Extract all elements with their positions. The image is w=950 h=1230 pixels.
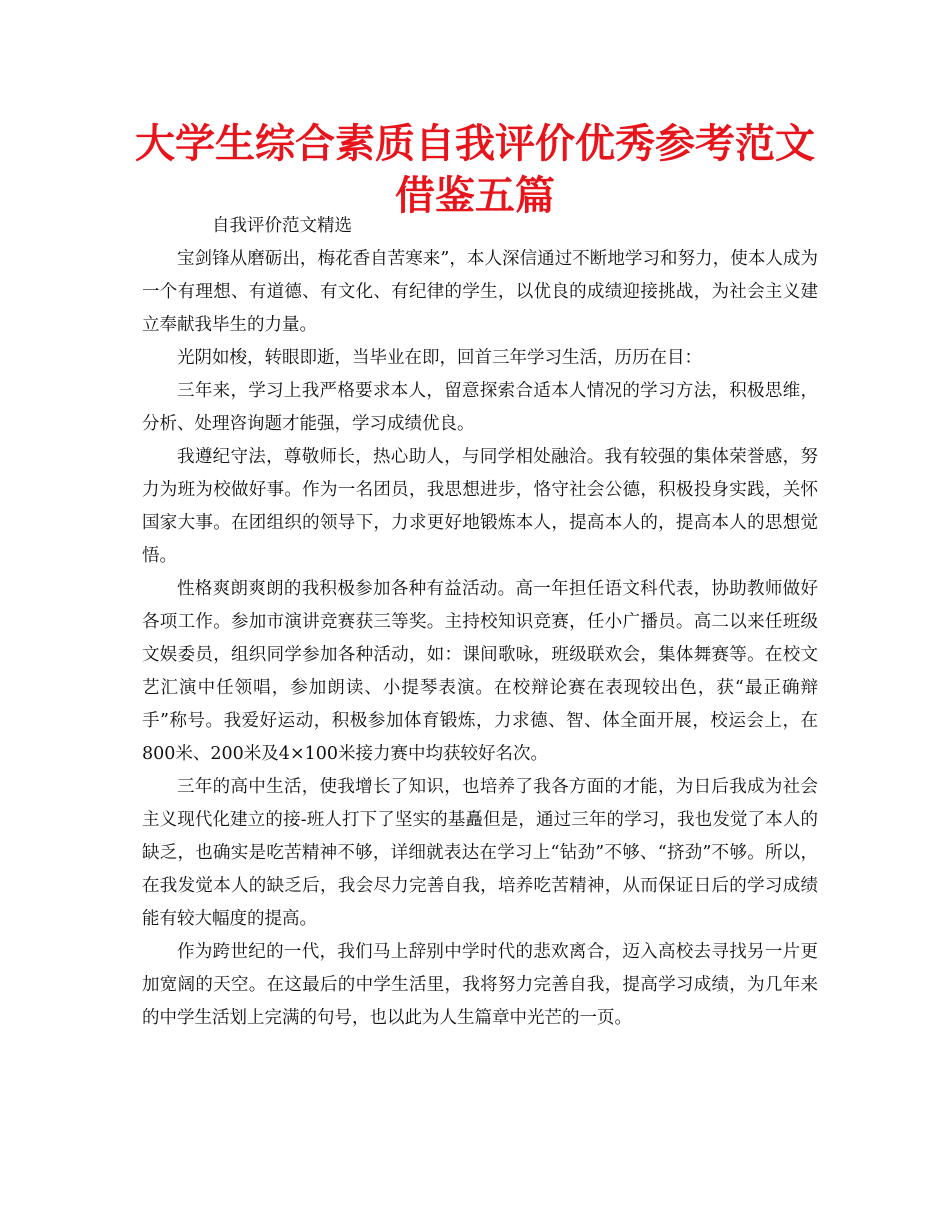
paragraph: 作为跨世纪的一代，我们马上辞别中学时代的悲欢离合，迈入高校去寻找另一片更加宽阔的天空。在这最后的中学生活里，我将努力完善自我，提高学习成绩，为几年来的中学生活划上完满的句号，也以此为人生篇章中光芒的一页。 <box>142 942 818 1028</box>
paragraph: 三年来，学习上我严格要求本人，留意探索合适本人情况的学习方法，积极思维，分析、处理咨询题才能强，学习成绩优良。 <box>142 381 818 434</box>
paragraph: 性格爽朗爽朗的我积极参加各种有益活动。高一年担任语文科代表，协助教师做好各项工作。参加市演讲竞赛获三等奖。主持校知识竞赛，任小广播员。高二以来任班级文娱委员，组织同学参加各种活动，如：课间歌咏，班级联欢会，集体舞赛等。在校文艺汇演中任领唱，参加朗读、小提琴表演。在校辩论赛在表现较出色，获“最正确辩手”称号。我爱好运动，积极参加体育锻炼，力求德、智、体全面开展，校运会上，在800米、200米及4×100米接力赛中均获较好名次。 <box>142 579 818 764</box>
paragraph: 光阴如梭，转眼即逝，当毕业在即，回首三年学习生活，历历在目： <box>177 348 702 368</box>
paragraph: 三年的高中生活，使我增长了知识，也培养了我各方面的才能，为日后我成为社会主义现代化建立的接-班人打下了坚实的基矗但是，通过三年的学习，我也发觉了本人的缺乏，也确实是吃苦精神不够，详细就表达在学习上“钻劲”不够、“挤劲”不够。所以，在我发觉本人的缺乏后，我会尽力完善自我，培养吃苦精神，从而保证日后的学习成绩能有较大幅度的提高。 <box>142 777 818 929</box>
paragraph: 我遵纪守法，尊敬师长，热心助人，与同学相处融洽。我有较强的集体荣誉感，努力为班为校做好事。作为一名团员，我思想进步，恪守社会公德，积极投身实践，关怀国家大事。在团组织的领导下，力求更好地锻炼本人，提高本人的，提高本人的思想觉悟。 <box>142 447 818 566</box>
paragraph: 宝剑锋从磨砺出，梅花香自苦寒来”，本人深信通过不断地学习和努力，使本人成为一个有理想、有道德、有文化、有纪律的学生，以优良的成绩迎接挑战，为社会主义建立奉献我毕生的力量。 <box>142 249 818 335</box>
section-heading: 自我评价范文精选 <box>212 216 352 236</box>
document-body <box>142 210 818 1035</box>
document-title: 大学生综合素质自我评价优秀参考范文借鉴五篇 <box>135 121 815 219</box>
